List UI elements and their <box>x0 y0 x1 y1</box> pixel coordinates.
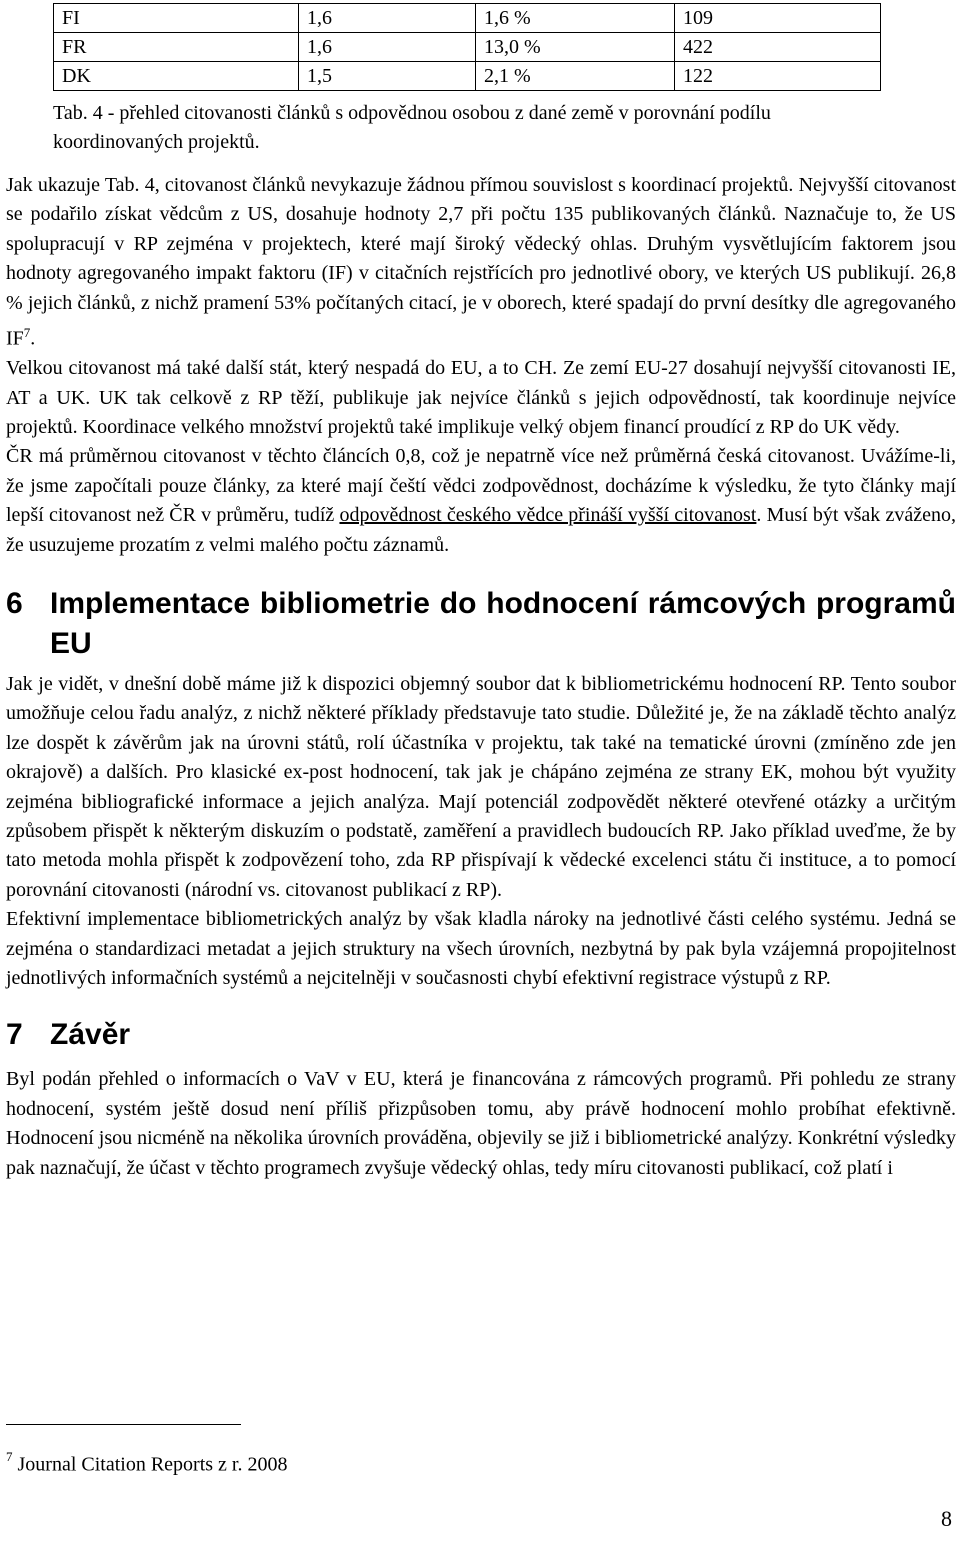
paragraph-other-states: Velkou citovanost má také další stát, který nespadá do EU, a to CH. Ze zemí EU-27 dosahují nejvyšší citovanosti IE, AT a UK. UK tak celkově z RP těží, publikuje jak nejvíce článků s jejich odpovědností, tak koordinuje nejvíce projektů. Koordinace velkého množství projektů také implikuje velký objem financí proudící z RP do UK vědy. <box>6 357 956 438</box>
paragraph-conclusion: Byl podán přehled o informacích o VaV v EU, která je financována z rámcových programů. Při pohledu ze strany hodnocení, systém ještě dosud není příliš přizpůsoben tomu, aby právě hodnocení mohlo probíhat efektivně. Hodnocení jsou nicméně na několika úrovních prováděna, objevily se již i bibliometrické analýzy. Konkrétní výsledky pak naznačují, že účast v těchto programech zvyšuje vědecký ohlas, tedy míru citovanosti publikací, což platí i <box>6 1068 956 1179</box>
table-cell: 122 <box>675 62 881 91</box>
table-cell: 1,6 % <box>476 4 675 33</box>
footnote <box>6 1446 287 1478</box>
paragraph-text: . <box>30 327 36 350</box>
citation-table <box>53 3 881 91</box>
section-number: 6 <box>6 586 23 620</box>
paragraph-text: ČR má průměrnou citovanost v těchto článcích 0,8, což je nepatrně více než průměrná česká citovanost. Uvážíme-li, že jsme započítali pouze články, za které mají čeští vědci zodpovědnost, docházíme k výsledku, že tyto články mají lepší citovanost než ČR v průměru, tudíž <box>6 445 956 527</box>
document-body <box>6 171 956 1183</box>
table-cell: 2,1 % <box>476 62 675 91</box>
footnote-mark: 7 <box>6 1449 13 1464</box>
table-cell: 13,0 % <box>476 33 675 62</box>
section-number: 7 <box>6 1018 23 1052</box>
table-row <box>54 62 881 91</box>
table-cell: FR <box>54 33 299 62</box>
footnote-reference: 7 <box>23 325 31 341</box>
section-6-heading <box>6 584 956 664</box>
table-row <box>54 33 881 62</box>
paragraph-implementation-2: Efektivní implementace bibliometrických analýz by však kladla nároky na jednotlivé části celého systému. Jedná se zejména o standardizaci metadat a jejich struktury na všech úrovních, nezbytná by pak byla vzájemná propojitelnost jednotlivých informačních systémů a nejcitelněji v současnosti chybí efektivní registrace výstupů z RP. <box>6 908 956 989</box>
table-caption: Tab. 4 - přehled citovanosti článků s odpovědnou osobou z dané země v porovnání podílu koordinovaných projektů. <box>53 102 771 153</box>
table-cell: 1,5 <box>299 62 476 91</box>
paragraph-implementation-1: Jak je vidět, v dnešní době máme již k dispozici objemný soubor dat k bibliometrickému hodnocení RP. Tento soubor umožňuje celou řadu analýz, z nichž některé příklady představuje tato studie. Důležité je, že na základě těchto analýz lze dospět k závěrům jak na úrovni států, rolí účastníka v projektu, tak také na tematické úrovni (zmíněno zde jen okrajově) a dalších. Pro klasické ex-post hodnocení, tak jak je chápáno zejména ze strany EK, mohou být využity zejména bibliografické informace a jejich analýza. Mají potenciál zodpovědět některé otevřené otázky a určitým způsobem přispět k některým diskuzím o podstatě, zaměření a pravidlech budoucích RP. Jako příklad uveďme, že by tato metoda mohla přispět k zodpovězení toho, zda RP přispívají k vědecké excelenci státu či instituce, a to pomocí porovnání citovanosti (národní vs. citovanost publikací z RP). <box>6 672 956 901</box>
page-number: 8 <box>941 1506 952 1531</box>
table-cell: FI <box>54 4 299 33</box>
table-row <box>54 4 881 33</box>
paragraph-text: . Musí být však zváženo, že usuzujeme prozatím z velmi malého počtu záznamů. <box>6 504 956 556</box>
table-cell: DK <box>54 62 299 91</box>
table-cell: 422 <box>675 33 881 62</box>
section-title: Závěr <box>50 1018 131 1052</box>
table-cell: 109 <box>675 4 881 33</box>
table-cell: 1,6 <box>299 4 476 33</box>
paragraph-citation-analysis <box>6 171 956 354</box>
paragraph-text: Jak ukazuje Tab. 4, citovanost článků nevykazuje žádnou přímou souvislost s koordinací projektů. Nejvyšší citovanost se podařilo získat vědcům z US, dosahuje hodnoty 2,7 při počtu 135 publikovaných článků. Naznačuje to, že US spolupracují v RP zejména v projektech, které mají široký vědecký ohlas. Druhým vysvětlujícím faktorem jsou hodnoty agregovaného impakt faktoru (IF) v citačních rejstřících pro jednotlivé obory, ve kterých US publikují. 26,8 % jejich článků, z nichž pramení 53% počítaných citací, je v oborech, které spadají do první desítky dle agregovaného IF <box>6 174 956 350</box>
table-cell: 1,6 <box>299 33 476 62</box>
underlined-statement: odpovědnost českého vědce přináší vyšší citovanost <box>339 504 757 527</box>
paragraph-czech-republic <box>6 442 956 560</box>
footnote-text: Journal Citation Reports z r. 2008 <box>12 1453 288 1476</box>
footnote-divider <box>6 1424 241 1425</box>
section-7-heading <box>6 1015 956 1055</box>
section-title: Implementace bibliometrie do hodnocení rámcových programů EU <box>50 586 956 660</box>
